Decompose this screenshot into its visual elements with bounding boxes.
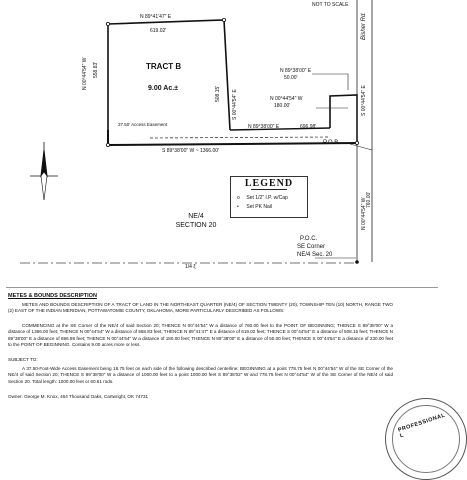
legend-item-label: Set PK Nail — [246, 204, 272, 210]
easement-line — [150, 137, 330, 138]
corner-marker — [106, 22, 109, 25]
east-line-bearing: S 00°44'54" E — [232, 89, 238, 120]
pob-leader — [350, 144, 372, 150]
small-n-distance: 50.00' — [284, 75, 298, 81]
easement-description: A 37.50-Foot-Wide Access Easement being 18.75 feet on each side of the following described centerline: BEGINNING at a point 778.75 feet N 00°44'54" W of the SE Corner of the NE/4 of said Section 20; THENCE S 89°38'00" W a distance of 1000.00 feet to a point 1000.00 feet S 89°38'02" W and 778.75 feet N 00°44'54" W of the SE Corner of the NE/4 of said Section 20. Total length: 1000.00 feet or 60.61 rods. — [8, 366, 393, 384]
corner-marker — [222, 18, 225, 21]
pob-label: P.O.B. — [323, 140, 340, 146]
iron-pin-icon: o — [237, 195, 240, 201]
road-label: Bisher Rd. — [361, 11, 367, 40]
small-n-bearing: N 89°38'00" E — [280, 68, 312, 74]
legend-item — [237, 195, 288, 201]
legend-underline — [251, 189, 287, 190]
inner-east-bearing: N 89°38'00" E — [248, 124, 280, 130]
small-parcel — [330, 95, 357, 143]
east-line-distance: 508.15' — [215, 85, 221, 102]
road-east-bottom-distance: 760.00' — [366, 191, 372, 208]
legend-item — [237, 204, 272, 210]
poc-marker — [355, 260, 359, 264]
small-w-bearing: N 00°44'54" W — [270, 96, 303, 102]
west-line-bearing: N 00°44'54" W — [82, 57, 88, 90]
north-arrow-icon — [30, 142, 58, 200]
surveyor-seal-inner — [392, 405, 460, 473]
south-line-bearing: S 89°38'00" W ~ 1366.00' — [162, 148, 219, 154]
pk-nail-icon: • — [237, 204, 239, 210]
ne4-label: NE/4 — [188, 213, 204, 220]
tract-acres: 9.00 Ac.± — [148, 85, 179, 92]
subject-heading: SUBJECT TO: — [8, 357, 38, 362]
poc-section: NE/4 Sec. 20 — [297, 252, 333, 258]
poc-corner: SE Corner — [297, 244, 326, 250]
seal-text: PROFESSIONAL L — [397, 412, 447, 440]
north-line-bearing: N 89°41'47" E — [140, 14, 172, 20]
corner-marker — [106, 143, 109, 146]
corner-marker — [355, 141, 358, 144]
section-label: SECTION 20 — [175, 222, 217, 229]
description-body: COMMENCING at the SE Corner of the NE/4 of said Section 20; THENCE N 00°44'54" W a distance of 760.00 feet to the POINT OF BEGINNING; THENCE S 89°38'00" W a distance of 1366.00 feet; THENCE N 00°44'54" W a distance of 558.83 feet; THENCE N 89°41'47" E a distance of 619.02 feet; THENCE S 00°44'54" E a distance of 508.15 feet; THENCE N 89°38'00" E a distance of 696.98 feet; THENCE N 00°44'54" W a distance of 180.00 feet; THENCE N 89°38'00" E a distance of 50.00 feet; THENCE S 00°44'54" E a distance of 230.00 feet to the POINT OF BEGINNING. Contains 9.00 acres more or less. — [8, 323, 393, 348]
divider — [6, 287, 438, 288]
small-n-leader — [312, 74, 348, 90]
west-line-distance: 558.83' — [93, 61, 99, 78]
road-east-bottom-bearing: N 00°44'54" W — [361, 197, 367, 230]
inner-east-distance: 696.98' — [300, 124, 317, 130]
poc-label: P.O.C. — [300, 236, 318, 242]
tract-boundary — [108, 20, 230, 130]
tract-name: TRACT B — [146, 62, 182, 71]
small-w-distance: 180.00' — [274, 103, 291, 109]
easement-label: 37.50' Access Easement — [118, 122, 168, 127]
legend — [230, 176, 308, 218]
legend-item-label: Set 1/2" I.P. w/Cap — [246, 195, 288, 201]
description-intro: METES AND BOUNDS DESCRIPTION OF A TRACT OF LAND IN THE NORTHEAST QUARTER (NE/4) OF SECTION TWENTY (20), TOWNSHIP TEN (10) NORTH, RANGE TWO (2) EAST OF THE INDIAN MERIDIAN, POTTAWATOMIE COUNTY, OKLAHOMA, MORE PARTICULARLY DESCRIBED AS FOLLOWS: — [8, 302, 393, 314]
legend-title: LEGEND — [244, 178, 294, 189]
quarter-line-label: 1/4 ξ — [185, 264, 196, 270]
description-heading: METES & BOUNDS DESCRIPTION — [8, 293, 97, 299]
road-east-top-bearing: S 00°44'54" E — [361, 85, 367, 116]
north-line-distance: 619.02' — [150, 28, 167, 34]
owner-line: Owner: George M. Knox, 464 Thousand Oaks, Cartwright, OK 74731 — [8, 394, 149, 399]
scale-note: NOT TO SCALE — [312, 2, 349, 8]
